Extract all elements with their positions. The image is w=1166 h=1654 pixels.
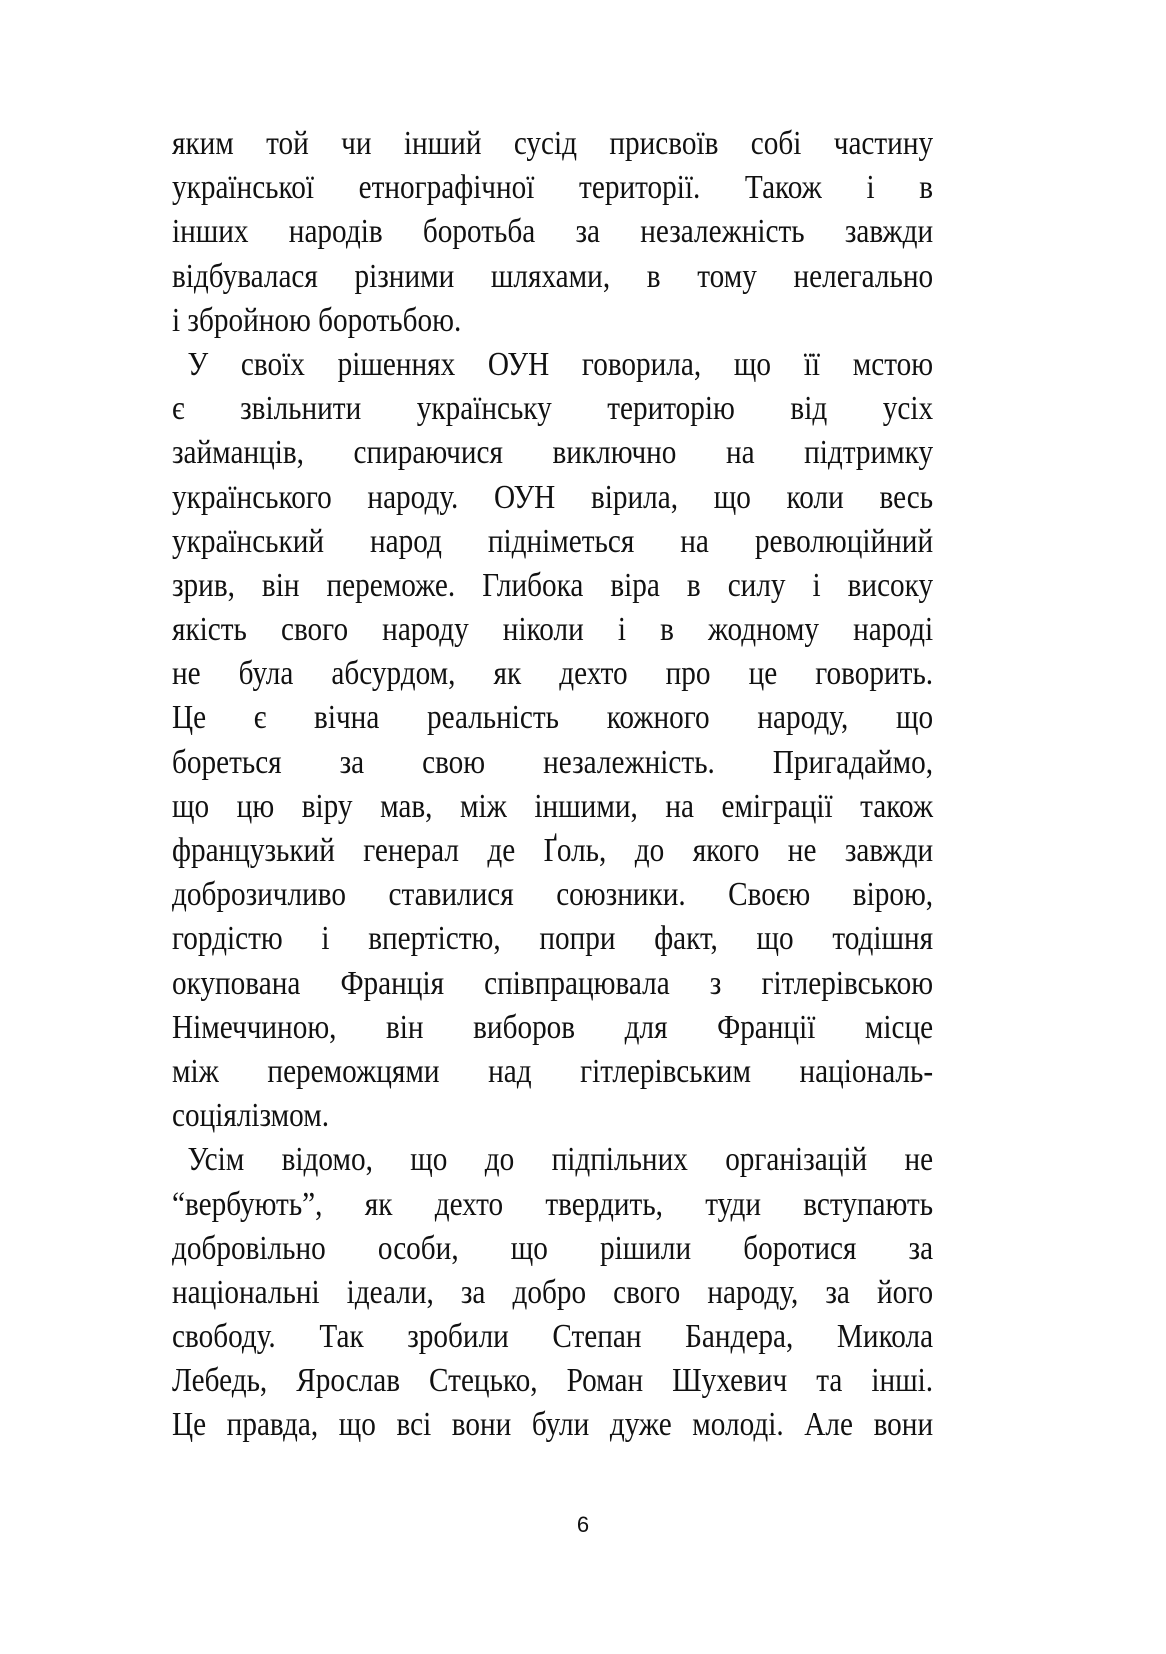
text-line: український народ підніметься на революційний	[172, 522, 934, 560]
text-line: Лебедь, Ярослав Стецько, Роман Шухевич та інші.	[172, 1362, 934, 1400]
text-line: не була абсурдом, як дехто про це говорить.	[172, 655, 934, 693]
text-line: яким той чи інший сусід присвоїв собі частину	[172, 125, 934, 162]
text-line: відбувалася різними шляхами, в тому нелегально	[172, 257, 934, 295]
text-line: У своїх рішеннях ОУН говорила, що її мстою	[187, 345, 934, 383]
text-line: якість свого народу ніколи і в жодному народі	[172, 611, 934, 649]
body-text	[172, 122, 934, 1448]
text-line: між переможцями над гітлерівським національ-	[172, 1052, 934, 1090]
text-line: інших народів боротьба за незалежність завжди	[172, 213, 934, 251]
text-line: є звільнити українську територію від усіх	[172, 390, 934, 428]
text-line: гордістю і впертістю, попри факт, що тодішня	[172, 920, 934, 958]
text-line: української етнографічної території. Також і в	[172, 169, 934, 207]
text-line: Це є вічна реальність кожного народу, що	[172, 699, 934, 737]
text-line: що цю віру мав, між іншими, на еміграції також	[172, 787, 934, 825]
text-line: українського народу. ОУН вірила, що коли весь	[172, 478, 934, 516]
text-line: Усім відомо, що до підпільних організацій не	[187, 1141, 934, 1179]
text-line: бореться за свою незалежність. Пригадаймо,	[172, 743, 934, 781]
text-line: французький генерал де Ґоль, до якого не завжди	[172, 832, 934, 869]
text-line: зрив, він переможе. Глибока віра в силу і високу	[172, 566, 934, 604]
page-number: 6	[576, 1512, 590, 1537]
text-line: займанців, спираючися виключно на підтримку	[172, 434, 934, 472]
text-line: соціялізмом.	[172, 1097, 330, 1135]
text-line: окупована Франція співпрацювала з гітлерівською	[172, 964, 934, 1002]
text-line: “вербують”, як дехто твердить, туди вступають	[172, 1185, 934, 1223]
text-line: добровільно особи, що рішили боротися за	[172, 1229, 934, 1267]
text-line: національні ідеали, за добро свого народу, за його	[172, 1273, 934, 1311]
text-line: Це правда, що всі вони були дуже молоді. Але вони	[172, 1406, 934, 1444]
text-line: і збройною боротьбою.	[172, 301, 462, 339]
text-line: доброзичливо ставилися союзники. Своєю вірою,	[172, 876, 934, 914]
text-line: свободу. Так зробили Степан Бандера, Микола	[172, 1318, 934, 1356]
text-line: Німеччиною, він виборов для Франції місце	[172, 1008, 934, 1046]
